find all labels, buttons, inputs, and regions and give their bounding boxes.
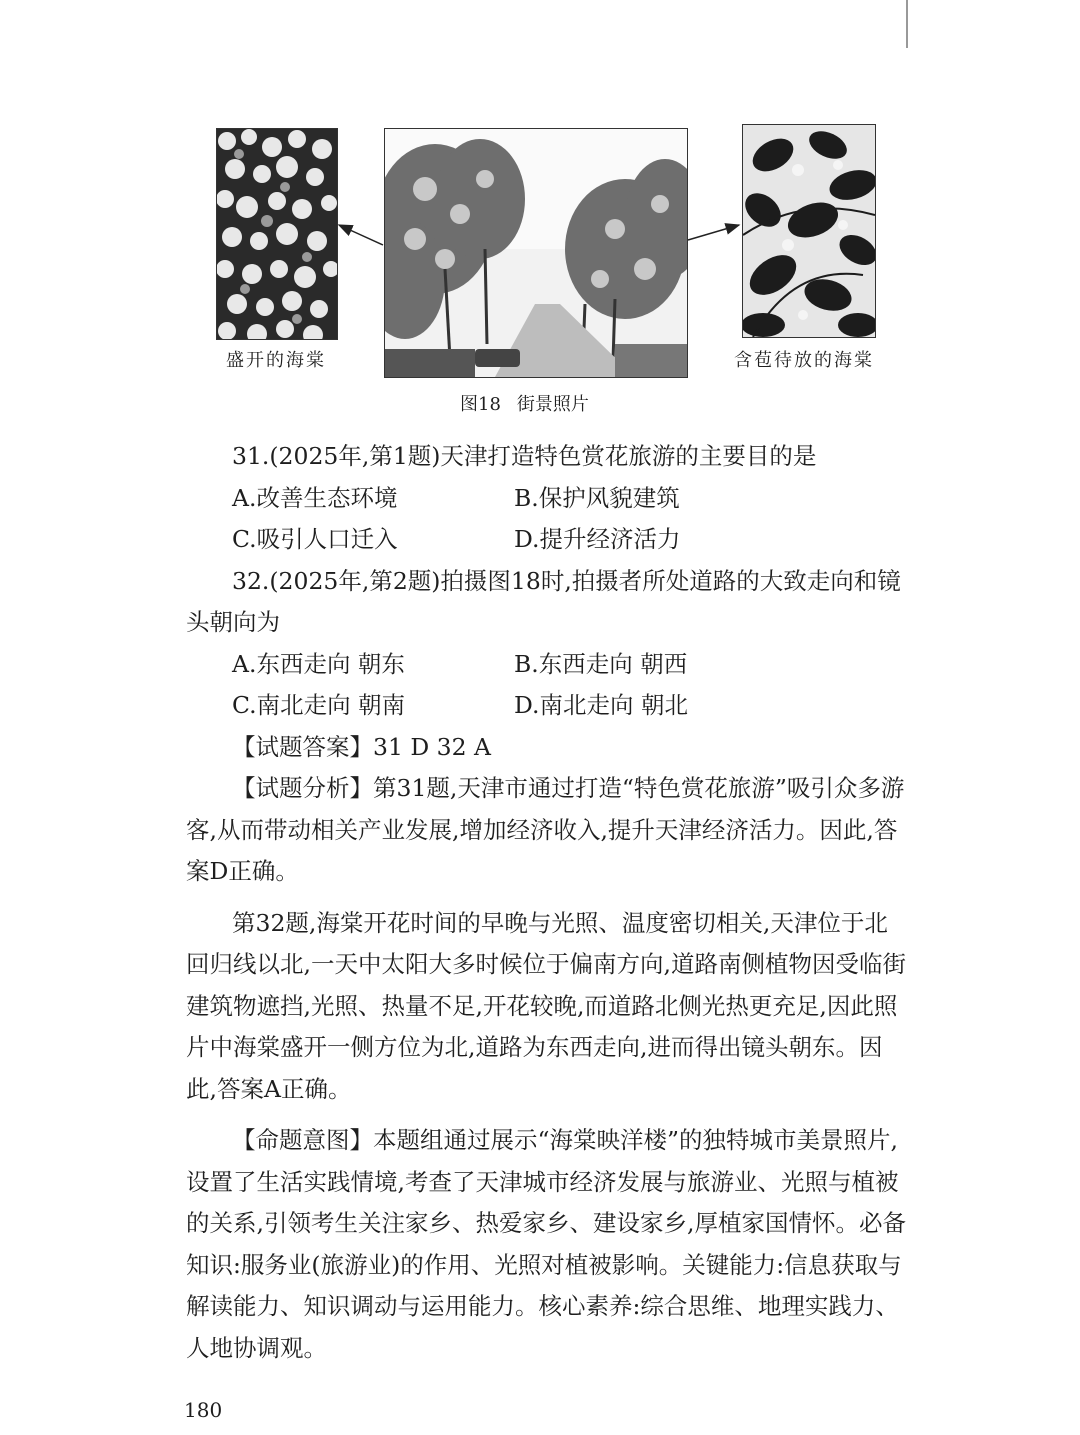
question-31-options-row-1 [186, 478, 910, 520]
option: B.东西走向 朝西 [514, 649, 688, 678]
figure-arrows [0, 0, 1080, 420]
figure-title: 街景照片 [516, 394, 589, 415]
question-31-options-row-2 [186, 519, 910, 561]
figure-18 [0, 0, 1080, 420]
option: A.改善生态环境 [232, 483, 398, 512]
figure-caption [460, 390, 589, 416]
option: B.保护风貌建筑 [514, 483, 680, 512]
option: D.提升经济活力 [514, 525, 681, 553]
option: C.南北走向 朝南 [232, 691, 406, 719]
question-32-stem: 32.(2025年,第2题)拍摄图18时,拍摄者所处道路的大致走向和镜头朝向为 [186, 566, 901, 636]
analysis-paragraph-32: 第32题,海棠开花时间的早晚与光照、温度密切相关,天津位于北回归线以北,一天中太阳大多时候位于偏南方向,道路南侧植物因受临街建筑物遮挡,光照、热量不足,开花较晚,而道路北侧光热更充足,因此照片中海棠盛开一侧方位为北,道路为东西走向,进而得出镜头朝东。因此,答案A正确。 [186, 908, 906, 1103]
left-photo-caption: 盛开的海棠 [226, 350, 326, 371]
option: A.东西走向 朝东 [232, 649, 405, 678]
analysis-paragraph: 【试题分析】第31题,天津市通过打造“特色赏花旅游”吸引众多游客,从而带动相关产业发展,增加经济收入,提升天津经济活力。因此,答案D正确。 [186, 774, 905, 885]
question-31-stem: 31.(2025年,第1题)天津打造特色赏花旅游的主要目的是 [232, 442, 817, 470]
answer-line: 【试题答案】31 D 32 A [232, 732, 492, 761]
right-photo-caption: 含苞待放的海棠 [734, 350, 874, 371]
figure-number: 图18 [460, 394, 501, 415]
question-32-options-row-1 [186, 644, 910, 686]
option: D.南北走向 朝北 [514, 691, 688, 719]
option: C.吸引人口迁入 [232, 525, 398, 553]
page-number: 180 [184, 1398, 223, 1422]
intent-paragraph: 【命题意图】本题组通过展示“海棠映洋楼”的独特城市美景照片,设置了生活实践情境,考查了天津城市经济发展与旅游业、光照与植被的关系,引领考生关注家乡、热爱家乡、建设家乡,厚植家国情怀。必备知识:服务业(旅游业)的作用、光照对植被影响。关键能力:信息获取与解读能力、知识调动与运用能力。核心素养:综合思维、地理实践力、人地协调观。 [186, 1126, 906, 1362]
body-text [186, 436, 910, 1369]
question-32-options-row-2 [186, 685, 910, 727]
